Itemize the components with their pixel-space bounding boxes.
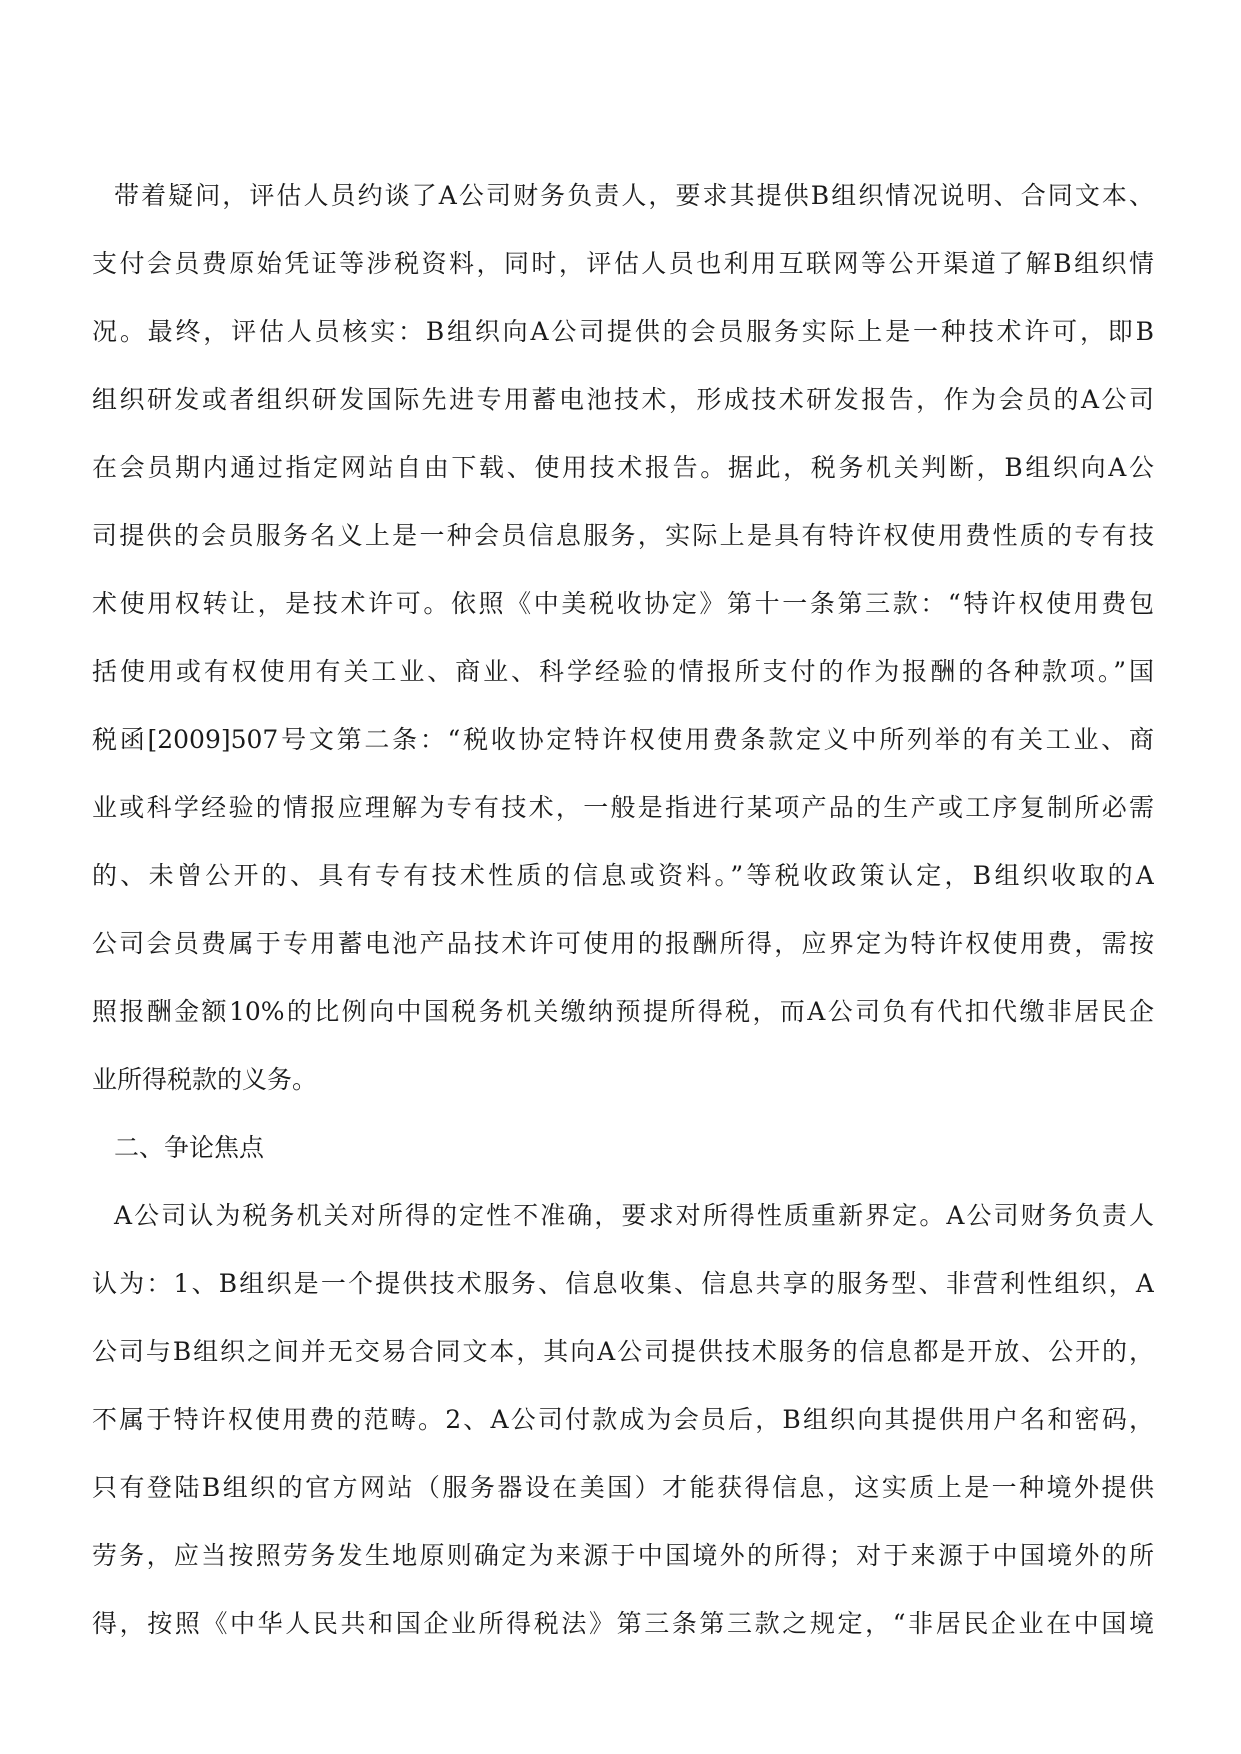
paragraph-1-line: 括使用或有权使用有关工业、商业、科学经验的情报所支付的作为报酬的各种款项。”国 <box>92 657 1154 686</box>
paragraph-1-line: 司提供的会员服务名义上是一种会员信息服务，实际上是具有特许权使用费性质的专有技 <box>92 521 1154 550</box>
paragraph-2-line: 公司与B组织之间并无交易合同文本，其向A公司提供技术服务的信息都是开放、公开的， <box>92 1337 1154 1366</box>
paragraph-1-line: 照报酬金额10%的比例向中国税务机关缴纳预提所得税，而A公司负有代扣代缴非居民企 <box>92 997 1154 1026</box>
paragraph-2-line: 得，按照《中华人民共和国企业所得税法》第三条第三款之规定，“非居民企业在中国境 <box>92 1609 1154 1638</box>
section-heading: 二、争论焦点 <box>114 1133 265 1162</box>
paragraph-1-line: 带着疑问，评估人员约谈了A公司财务负责人，要求其提供B组织情况说明、合同文本、 <box>114 181 1154 210</box>
paragraph-1-line: 况。最终，评估人员核实：B组织向A公司提供的会员服务实际上是一种技术许可，即B <box>92 317 1154 346</box>
document-body <box>92 162 1154 1658</box>
paragraph-1-line: 支付会员费原始凭证等涉税资料，同时，评估人员也利用互联网等公开渠道了解B组织情 <box>92 249 1154 278</box>
paragraph-1-line: 组织研发或者组织研发国际先进专用蓄电池技术，形成技术研发报告，作为会员的A公司 <box>92 385 1154 414</box>
paragraph-1-line: 税函[2009]507号文第二条：“税收协定特许权使用费条款定义中所列举的有关工业、商 <box>92 725 1154 754</box>
paragraph-1-line: 在会员期内通过指定网站自由下载、使用技术报告。据此，税务机关判断，B组织向A公 <box>92 453 1154 482</box>
paragraph-1-line: 业所得税款的义务。 <box>92 1065 318 1094</box>
paragraph-1-line: 公司会员费属于专用蓄电池产品技术许可使用的报酬所得，应界定为特许权使用费，需按 <box>92 929 1154 958</box>
paragraph-2-line: 劳务，应当按照劳务发生地原则确定为来源于中国境外的所得；对于来源于中国境外的所 <box>92 1541 1154 1570</box>
paragraph-2-line: 认为：1、B组织是一个提供技术服务、信息收集、信息共享的服务型、非营利性组织，A <box>92 1269 1154 1298</box>
paragraph-2-line: A公司认为税务机关对所得的定性不准确，要求对所得性质重新界定。A公司财务负责人 <box>114 1201 1154 1230</box>
paragraph-1-line: 术使用权转让，是技术许可。依照《中美税收协定》第十一条第三款：“特许权使用费包 <box>92 589 1154 618</box>
paragraph-2-line: 不属于特许权使用费的范畴。2、A公司付款成为会员后，B组织向其提供用户名和密码， <box>92 1405 1154 1434</box>
paragraph-1-line: 的、未曾公开的、具有专有技术性质的信息或资料。”等税收政策认定，B组织收取的A <box>92 861 1154 890</box>
paragraph-1-line: 业或科学经验的情报应理解为专有技术，一般是指进行某项产品的生产或工序复制所必需 <box>92 793 1154 822</box>
paragraph-2-line: 只有登陆B组织的官方网站（服务器设在美国）才能获得信息，这实质上是一种境外提供 <box>92 1473 1154 1502</box>
